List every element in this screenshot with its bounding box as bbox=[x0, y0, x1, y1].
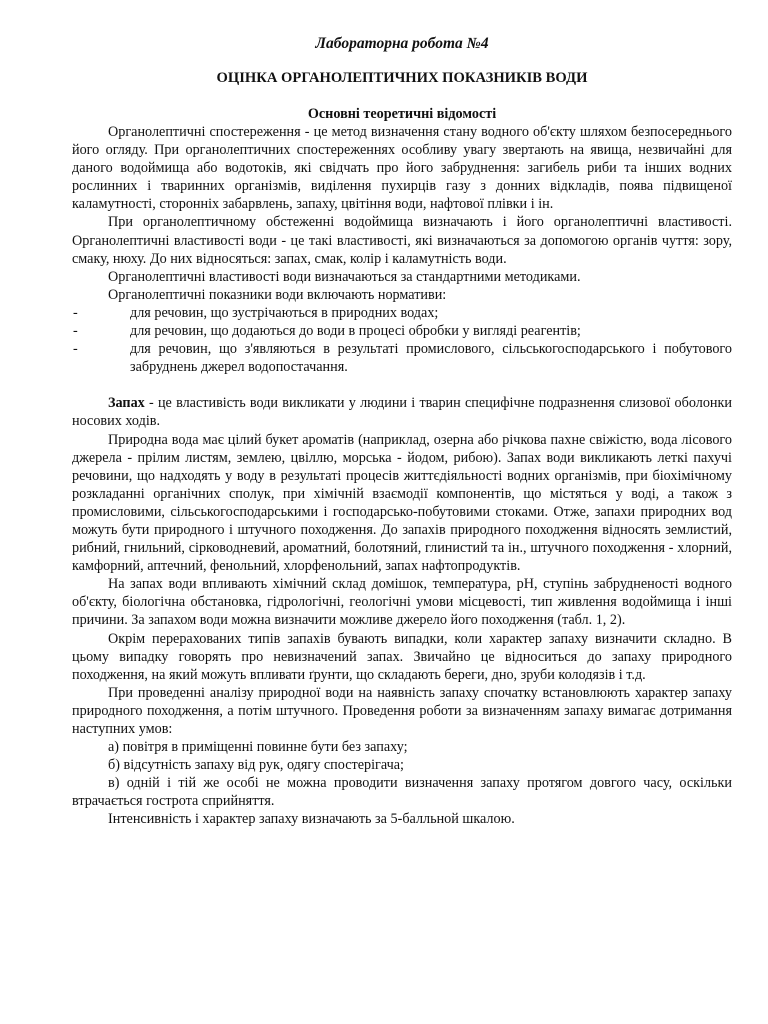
list-item: - для речовин, що з'являються в результаті промислового, сільськогосподарського і побутового забруднень джерел водопостачання. bbox=[108, 340, 732, 376]
section-title: Основні теоретичні відомості bbox=[307, 106, 497, 122]
norms-list bbox=[72, 304, 732, 376]
paragraph-undefined-smell: Окрім перерахованих типів запахів бувають випадки, коли характер запаху визначити складно. В цьому випадку говорять про невизначений запах. Звичайно це відноситься до запаху природного походження, на який можуть впливати ґрунти, що складають береги, дно, зруби колодязів і т.д. bbox=[72, 630, 732, 683]
paragraph-smell-definition bbox=[72, 394, 732, 430]
paragraph-properties: При органолептичному обстеженні водоймища визначають і його органолептичні властивості. Органолептичні властивості води - це такі властивості, які визначаються за допомогою органів чуття: зору, смаку, нюху. До них відносяться: запах, смак, колір і каламутність води. bbox=[72, 214, 732, 267]
paragraph-norms-intro: Органолептичні показники води включають нормативи: bbox=[108, 286, 447, 303]
list-item: - для речовин, що зустрічаються в природних водах; bbox=[108, 304, 732, 322]
paragraph-standards: Органолептичні властивості води визначаються за стандартними методиками. bbox=[108, 268, 581, 285]
condition-b: б) відсутність запаху від рук, одягу спостерігача; bbox=[108, 757, 404, 774]
paragraph-natural-aromas: Природна вода має цілий букет ароматів (наприклад, озерна або річкова пахне свіжістю, вода лісового джерела - прілим листям, землею, цвіллю, морська - йодом, рибою). Запах води викликають леткі пахучі речовини, що надходять у воду в результаті процесів життєдіяльності водних організмів, при біохімічному розкладанні органічних сполук, при хімічній взаємодії компонентів, що містяться у воді, а також з промисловими, сільськогосподарськими і господарсько-побутовими стоками. Отже, запахи природних вод можуть бути природного і штучного походження. До запахів природного походження відносять землистий, рибний, гнильний, сірководневий, ароматний, болотяний, глинистий та ін., штучного походження - хлорний, камфорний, аптечний, фенольний, хлорфенольний, запах нафтопродуктів. bbox=[72, 431, 732, 575]
list-item: - для речовин, що додаються до води в процесі обробки у вигляді реагентів; bbox=[108, 322, 732, 340]
paragraph-smell-factors: На запах води впливають хімічний склад домішок, температура, рН, ступінь забрудненості водного об'єкту, біологічна обстановка, гідрологічні, геологічні умови місцевості, тип живлення водоймища і інші причини. За запахом води можна визначити можливе джерело його походження (табл. 1, 2). bbox=[72, 576, 732, 629]
page-title: Лабораторна робота №4 bbox=[315, 35, 489, 52]
page-subtitle: ОЦІНКА ОРГАНОЛЕПТИЧНИХ ПОКАЗНИКІВ ВОДИ bbox=[216, 70, 588, 86]
paragraph-observations: Органолептичні спостереження - це метод визначення стану водного об'єкту шляхом безпосереднього його огляду. При органолептичних спостереженнях особливу увагу звертають на явища, незвичайні для даного водоймища або водотоків, які свідчать про його забруднення: загибель риби та інших водних рослинних і тваринних організмів, виділення пухирців газу з донних відкладів, поява підвищеної каламутності, сторонніх забарвлень, запаху, цвітіння води, нафтової плівки і ін. bbox=[72, 124, 732, 213]
spacer bbox=[72, 376, 732, 394]
condition-c: в) одній і тій же особі не можна проводити визначення запаху протягом довгого часу, оскільки втрачається гострота сприйняття. bbox=[72, 775, 732, 810]
paragraph-analysis-procedure: При проведенні аналізу природної води на наявність запаху спочатку встановлюють характер запаху природного походження, а потім штучного. Проведення роботи за визначенням запаху вимагає дотримання наступних умов: bbox=[72, 684, 732, 737]
paragraph-intensity-scale: Інтенсивність і характер запаху визначають за 5-балльной шкалою. bbox=[108, 811, 515, 828]
smell-term: Запах bbox=[108, 395, 145, 412]
condition-a: а) повітря в приміщенні повинне бути без запаху; bbox=[108, 739, 408, 756]
smell-definition-text: - це властивість води викликати у людини і тварин специфічне подразнення слизової оболонки носових ходів. bbox=[72, 395, 732, 430]
